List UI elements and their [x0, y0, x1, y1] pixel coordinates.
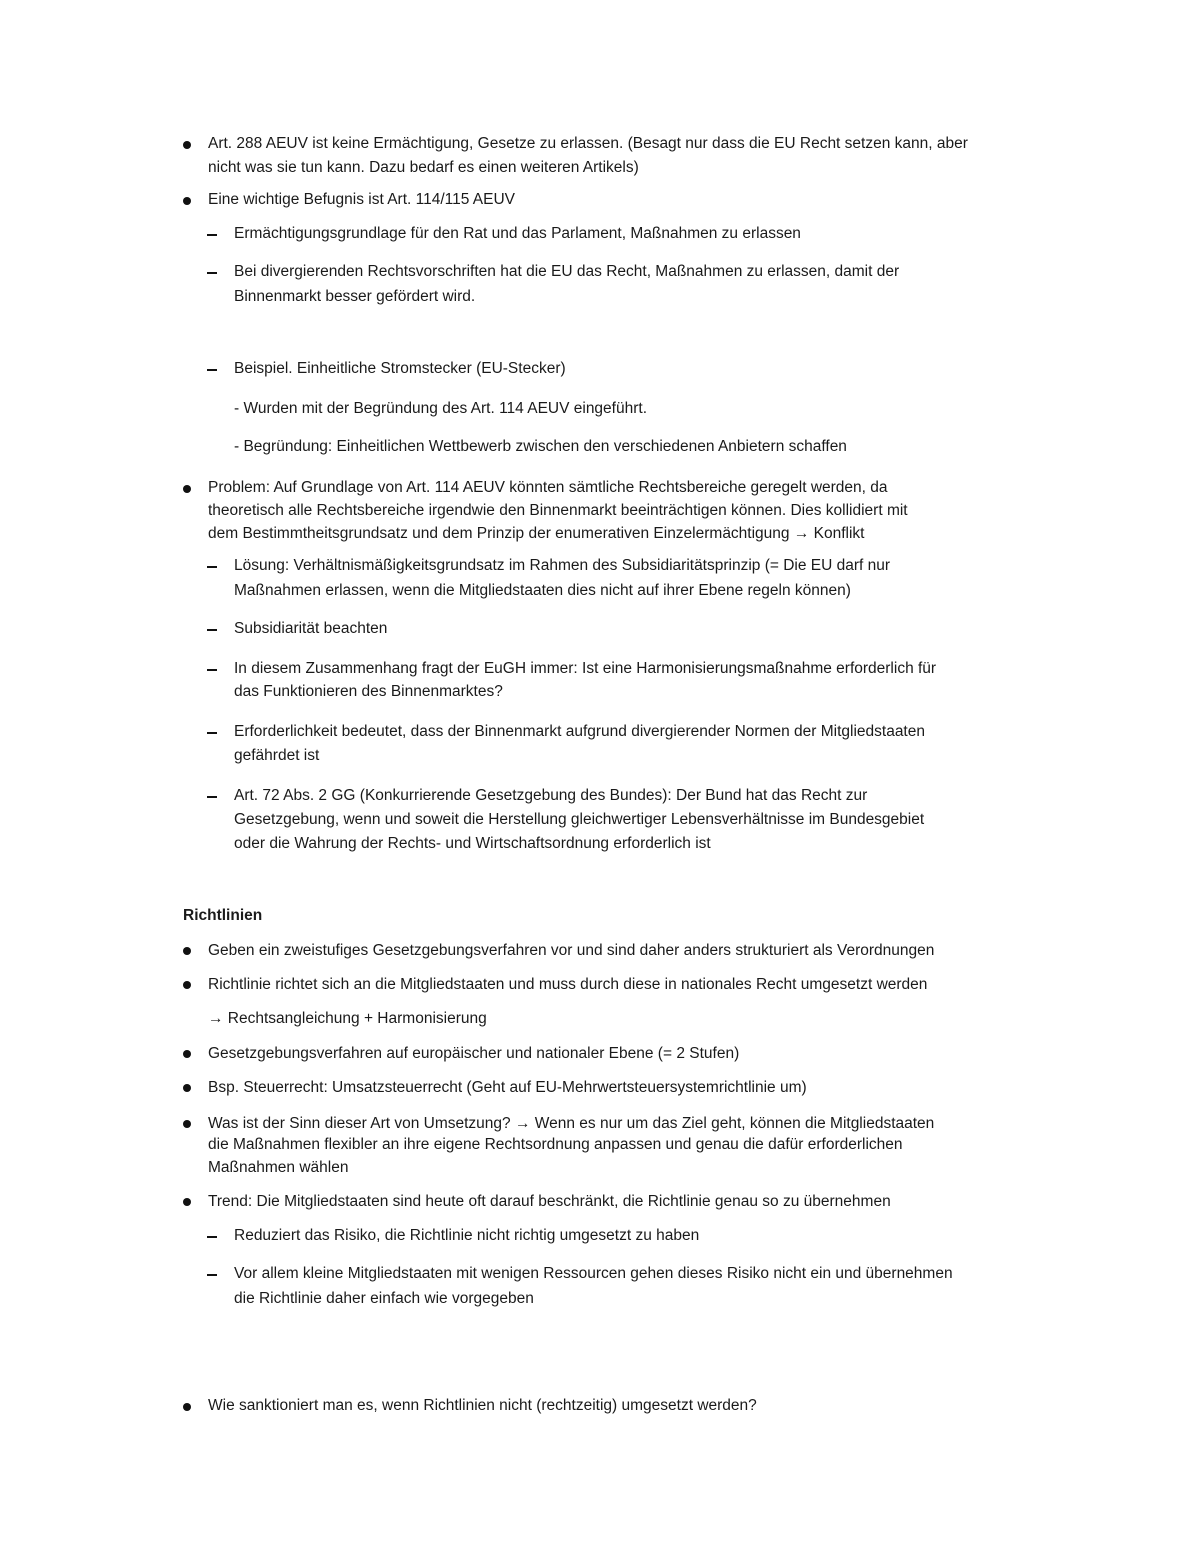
bullet-text-richtlinie-richtet: Richtlinie richtet sich an die Mitgliedstaaten und muss durch diese in nationales Recht umgesetzt werden: [208, 976, 928, 993]
bullet-marker: [183, 1084, 191, 1092]
dash-text-art72-line2: Gesetzgebung, wenn und soweit die Herstellung gleichwertiger Lebensverhältnisse im Bundesgebiet: [234, 811, 925, 828]
dash-marker: [207, 369, 217, 371]
dash-text-beispiel: Beispiel. Einheitliche Stromstecker (EU-Stecker): [234, 360, 566, 377]
sub-text-begruendung: - Begründung: Einheitlichen Wettbewerb zwischen den verschiedenen Anbietern schaffen: [234, 438, 847, 455]
arrow-text-rechtsangleichung: → Rechtsangleichung + Harmonisierung: [208, 1010, 487, 1027]
bullet-marker: [183, 1050, 191, 1058]
bullet-text-ebenen: Gesetzgebungsverfahren auf europäischer und nationaler Ebene (= 2 Stufen): [208, 1045, 740, 1062]
dash-marker: [207, 669, 217, 671]
dash-text-kleine-staaten-line2: die Richtlinie daher einfach wie vorgegeben: [234, 1290, 534, 1307]
dash-text-erforderlichkeit-line2: gefährdet ist: [234, 747, 320, 764]
bullet-text-steuerrecht: Bsp. Steuerrecht: Umsatzsteuerrecht (Geht auf EU-Mehrwertsteuersystemrichtlinie um): [208, 1079, 807, 1096]
bullet-marker: [183, 947, 191, 955]
dash-text-loesung-line2: Maßnahmen erlassen, wenn die Mitgliedstaaten dies nicht auf ihrer Ebene regeln können): [234, 582, 851, 599]
bullet-marker: [183, 1120, 191, 1128]
sub-text-wurden: - Wurden mit der Begründung des Art. 114 AEUV eingeführt.: [234, 400, 647, 417]
dash-text-reduziert: Reduziert das Risiko, die Richtlinie nicht richtig umgesetzt zu haben: [234, 1227, 700, 1244]
dash-marker: [207, 1274, 217, 1276]
bullet-marker: [183, 197, 191, 205]
bullet-text-sinn-line2: die Maßnahmen flexibler an ihre eigene Rechtsordnung anpassen und genau die dafür erforderlichen: [208, 1136, 903, 1153]
dash-marker: [207, 272, 217, 274]
dash-text-ermaechtigung: Ermächtigungsgrundlage für den Rat und das Parlament, Maßnahmen zu erlassen: [234, 225, 801, 242]
dash-text-divergierend-line2: Binnenmarkt besser gefördert wird.: [234, 288, 476, 305]
bullet-text-problem-line3: dem Bestimmtheitsgrundsatz und dem Prinzip der enumerativen Einzelermächtigung → Konflikt: [208, 525, 865, 542]
dash-text-erforderlichkeit-line1: Erforderlichkeit bedeutet, dass der Binnenmarkt aufgrund divergierender Normen der Mitgliedstaaten: [234, 723, 925, 740]
dash-marker: [207, 629, 217, 631]
dash-marker: [207, 234, 217, 236]
bullet-text-befugnis: Eine wichtige Befugnis ist Art. 114/115 AEUV: [208, 191, 516, 208]
bullet-text-sinn-line3: Maßnahmen wählen: [208, 1159, 349, 1176]
bullet-marker: [183, 1198, 191, 1206]
dash-marker: [207, 732, 217, 734]
dash-marker: [207, 796, 217, 798]
bullet-marker: [183, 141, 191, 149]
bullet-marker: [183, 981, 191, 989]
bullet-marker: [183, 1403, 191, 1411]
dash-text-kleine-staaten-line1: Vor allem kleine Mitgliedstaaten mit wenigen Ressourcen gehen dieses Risiko nicht ein und übernehmen: [234, 1265, 953, 1282]
dash-text-art72-line3: oder die Wahrung der Rechts- und Wirtschaftsordnung erforderlich ist: [234, 835, 711, 852]
bullet-text-problem-line2: theoretisch alle Rechtsbereiche irgendwie den Binnenmarkt beeinträchtigen können. Dies kollidiert mit: [208, 502, 908, 519]
dash-text-eugh-line2: das Funktionieren des Binnenmarktes?: [234, 683, 503, 700]
dash-text-divergierend-line1: Bei divergierenden Rechtsvorschriften hat die EU das Recht, Maßnahmen zu erlassen, damit der: [234, 263, 900, 280]
bullet-text-art288-line2: nicht was sie tun kann. Dazu bedarf es einen weiteren Artikels): [208, 159, 639, 176]
section-heading-richtlinien: Richtlinien: [183, 907, 263, 924]
bullet-text-art288-line1: Art. 288 AEUV ist keine Ermächtigung, Gesetze zu erlassen. (Besagt nur dass die EU Recht setzen kann, aber: [208, 135, 968, 152]
dash-text-eugh-line1: In diesem Zusammenhang fragt der EuGH immer: Ist eine Harmonisierungsmaßnahme erforderlich für: [234, 660, 937, 677]
dash-marker: [207, 566, 217, 568]
bullet-text-trend: Trend: Die Mitgliedstaaten sind heute oft darauf beschränkt, die Richtlinie genau so zu übernehmen: [208, 1193, 891, 1210]
bullet-text-problem-line1: Problem: Auf Grundlage von Art. 114 AEUV könnten sämtliche Rechtsbereiche geregelt werden, da: [208, 479, 888, 496]
bullet-marker: [183, 485, 191, 493]
bullet-text-sinn-line1: Was ist der Sinn dieser Art von Umsetzung? → Wenn es nur um das Ziel geht, können die Mitgliedstaaten: [208, 1115, 935, 1132]
dash-marker: [207, 1236, 217, 1238]
bullet-text-sanktion: Wie sanktioniert man es, wenn Richtlinien nicht (rechtzeitig) umgesetzt werden?: [208, 1397, 757, 1414]
dash-text-loesung-line1: Lösung: Verhältnismäßigkeitsgrundsatz im Rahmen des Subsidiaritätsprinzip (= Die EU darf nur: [234, 557, 891, 574]
bullet-text-zweistufig: Geben ein zweistufiges Gesetzgebungsverfahren vor und sind daher anders strukturiert als Verordnungen: [208, 942, 935, 959]
dash-text-subsidiaritaet: Subsidiarität beachten: [234, 620, 388, 637]
dash-text-art72-line1: Art. 72 Abs. 2 GG (Konkurrierende Gesetzgebung des Bundes): Der Bund hat das Recht zur: [234, 787, 868, 804]
